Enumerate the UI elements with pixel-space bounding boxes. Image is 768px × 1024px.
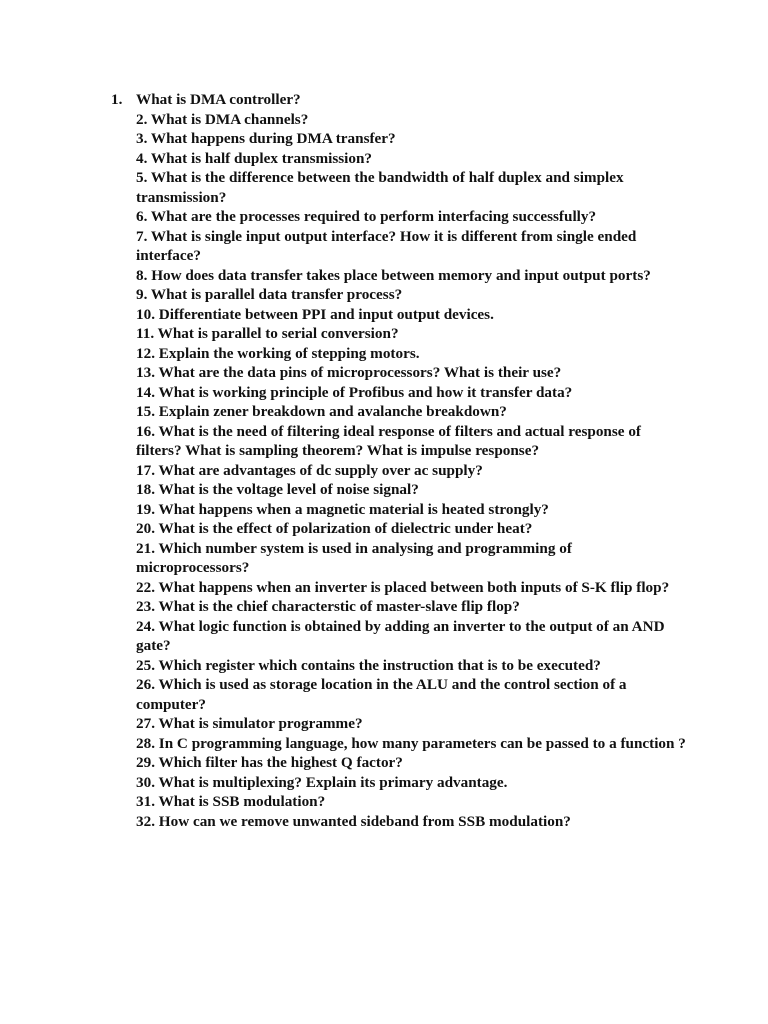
question-item: 23. What is the chief characterstic of master-slave flip flop? <box>136 598 520 615</box>
question-item: 28. In C programming language, how many parameters can be passed to a function ? <box>136 734 686 752</box>
question-item: 2. What is DMA channels? <box>136 110 309 128</box>
question-item: 25. Which register which contains the instruction that is to be executed? <box>136 656 601 674</box>
question-item: 6. What are the processes required to perform interfacing successfully? <box>136 208 597 225</box>
question-item: 18. What is the voltage level of noise signal? <box>136 481 419 498</box>
question-item: 22. What happens when an inverter is placed between both inputs of S-K flip flop? <box>136 578 670 596</box>
question-item: 16. What is the need of filtering ideal response of filters and actual response of filters? What is sampling theorem? What is impulse response? <box>136 422 641 459</box>
question-item: 14. What is working principle of Profibus and how it transfer data? <box>136 383 573 401</box>
question-item: 20. What is the effect of polarization of dielectric under heat? <box>136 520 533 537</box>
question-item: 15. Explain zener breakdown and avalanche breakdown? <box>136 403 507 420</box>
question-item: 4. What is half duplex transmission? <box>136 149 373 167</box>
question-list <box>111 90 688 831</box>
question-item: 30. What is multiplexing? Explain its primary advantage. <box>136 773 508 791</box>
question-item <box>111 90 688 110</box>
question-item: 19. What happens when a magnetic material is heated strongly? <box>136 500 549 518</box>
question-item: 13. What are the data pins of microprocessors? What is their use? <box>136 364 562 381</box>
question-item: 11. What is parallel to serial conversion? <box>136 325 399 342</box>
question-item: 27. What is simulator programme? <box>136 715 363 732</box>
question-item: 26. Which is used as storage location in the ALU and the control section of a computer? <box>136 676 627 713</box>
question-text: What is DMA controller? <box>136 91 301 108</box>
question-item: 7. What is single input output interface? How it is different from single ended interface? <box>136 227 637 264</box>
question-item: 17. What are advantages of dc supply over ac supply? <box>136 461 483 479</box>
question-item: 12. Explain the working of stepping motors. <box>136 344 420 362</box>
question-item: 9. What is parallel data transfer process? <box>136 286 403 303</box>
question-item: 24. What logic function is obtained by adding an inverter to the output of an AND gate? <box>136 617 665 654</box>
question-item: 8. How does data transfer takes place between memory and input output ports? <box>136 266 651 284</box>
list-number: 1. <box>111 91 123 108</box>
question-item: 5. What is the difference between the bandwidth of half duplex and simplex transmission? <box>136 169 624 206</box>
question-item: 3. What happens during DMA transfer? <box>136 130 396 147</box>
question-item: 21. Which number system is used in analysing and programming of microprocessors? <box>136 539 572 576</box>
question-item: 29. Which filter has the highest Q factor? <box>136 754 403 771</box>
question-item: 31. What is SSB modulation? <box>136 793 326 810</box>
question-item: 32. How can we remove unwanted sideband from SSB modulation? <box>136 812 571 830</box>
question-item: 10. Differentiate between PPI and input output devices. <box>136 305 494 323</box>
